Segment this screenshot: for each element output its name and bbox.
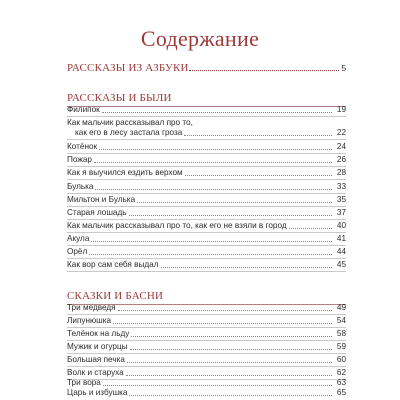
toc-entry[interactable] [67,327,346,339]
entry-title: Телёнок на льду [67,329,130,338]
entry-title: Большая печка [67,355,125,364]
entry-title: Булька [67,182,94,191]
dot-leader [189,70,340,71]
entry-title: Как мальчик рассказывал про то, как его не взяли в город [67,221,287,230]
page-number: 58 [336,329,346,338]
page-number: 49 [336,303,346,312]
dot-leader [129,215,332,216]
toc-entry[interactable] [67,103,346,115]
toc-entry[interactable] [67,206,346,218]
dot-leader [161,267,333,268]
entry-title: Как мальчик рассказывал про то, [67,118,193,127]
toc-entry[interactable] [67,258,346,270]
page-number: 62 [336,368,346,377]
dot-leader [131,336,332,337]
dot-leader [137,202,332,203]
page-number: 40 [336,221,346,230]
entry-title: Филипок [67,105,100,114]
page-number: 33 [336,182,346,191]
page-number: 41 [336,234,346,243]
page-number: 45 [336,260,346,269]
dot-leader [91,241,332,242]
entry-title: Волк и старуха [67,368,124,377]
page-number: 28 [336,168,346,177]
toc-entry[interactable] [67,314,346,326]
entry-title: Пожар [67,155,92,164]
toc-entry[interactable] [67,153,346,165]
page-number: 5 [341,64,346,73]
page-number: 19 [336,105,346,114]
section-title: РАССКАЗЫ И БЫЛИ [67,92,172,104]
dot-leader [289,228,332,229]
page-number: 60 [336,355,346,364]
section-title: РАССКАЗЫ ИЗ АЗБУКИ [67,62,189,74]
dot-leader [184,135,332,136]
toc-entry[interactable] [67,386,346,398]
page-number: 54 [336,316,346,325]
dot-leader [118,310,332,311]
section-heading-abc-stories[interactable] [67,62,346,76]
toc-entry[interactable] [67,232,346,244]
entry-title: как его в лесу застала гроза [75,128,183,137]
entry-title: Липунюшка [67,316,112,325]
page-number: 44 [336,247,346,256]
page-title: Содержание [140,26,260,51]
page-number: 37 [336,208,346,217]
entry-title: Старая лошадь [67,208,127,217]
dot-leader [99,149,332,150]
dot-leader [127,362,332,363]
entry-title: Мильтон и Булька [67,195,136,204]
toc-entry[interactable] [67,219,346,231]
page-number: 65 [336,388,346,397]
page-number: 24 [336,142,346,151]
toc-entry[interactable] [67,166,346,178]
dot-leader [130,349,332,350]
dot-leader [94,162,332,163]
toc-entry[interactable] [67,301,346,313]
row-divider [67,271,346,272]
toc-entry[interactable] [67,193,346,205]
entry-title: Мужик и огурцы [67,342,128,351]
section-title: СКАЗКИ И БАСНИ [67,290,164,302]
page-number: 22 [336,128,346,137]
entry-title: Орёл [67,247,88,256]
toc-entry-continuation[interactable] [67,126,346,138]
dot-leader [185,175,332,176]
toc-entry[interactable] [67,180,346,192]
dot-leader [113,323,332,324]
entry-title: Акула [67,234,90,243]
page-number: 35 [336,195,346,204]
dot-leader [89,254,332,255]
entry-title: Три вора [67,378,101,387]
toc-entry[interactable] [67,140,346,152]
page-number: 63 [336,378,346,387]
toc-entry[interactable] [67,353,346,365]
entry-title: Как вор сам себя выдал [67,260,159,269]
page-number: 26 [336,155,346,164]
page-number: 59 [336,342,346,351]
dot-leader [95,189,332,190]
dot-leader [102,112,332,113]
toc-entry[interactable] [67,245,346,257]
entry-title: Царь и избушка [67,388,128,397]
dot-leader [129,395,332,396]
toc-entry[interactable] [67,340,346,352]
entry-title: Три медведя [67,303,116,312]
entry-title: Как я выучился ездить верхом [67,168,183,177]
entry-title: Котёнок [67,142,98,151]
